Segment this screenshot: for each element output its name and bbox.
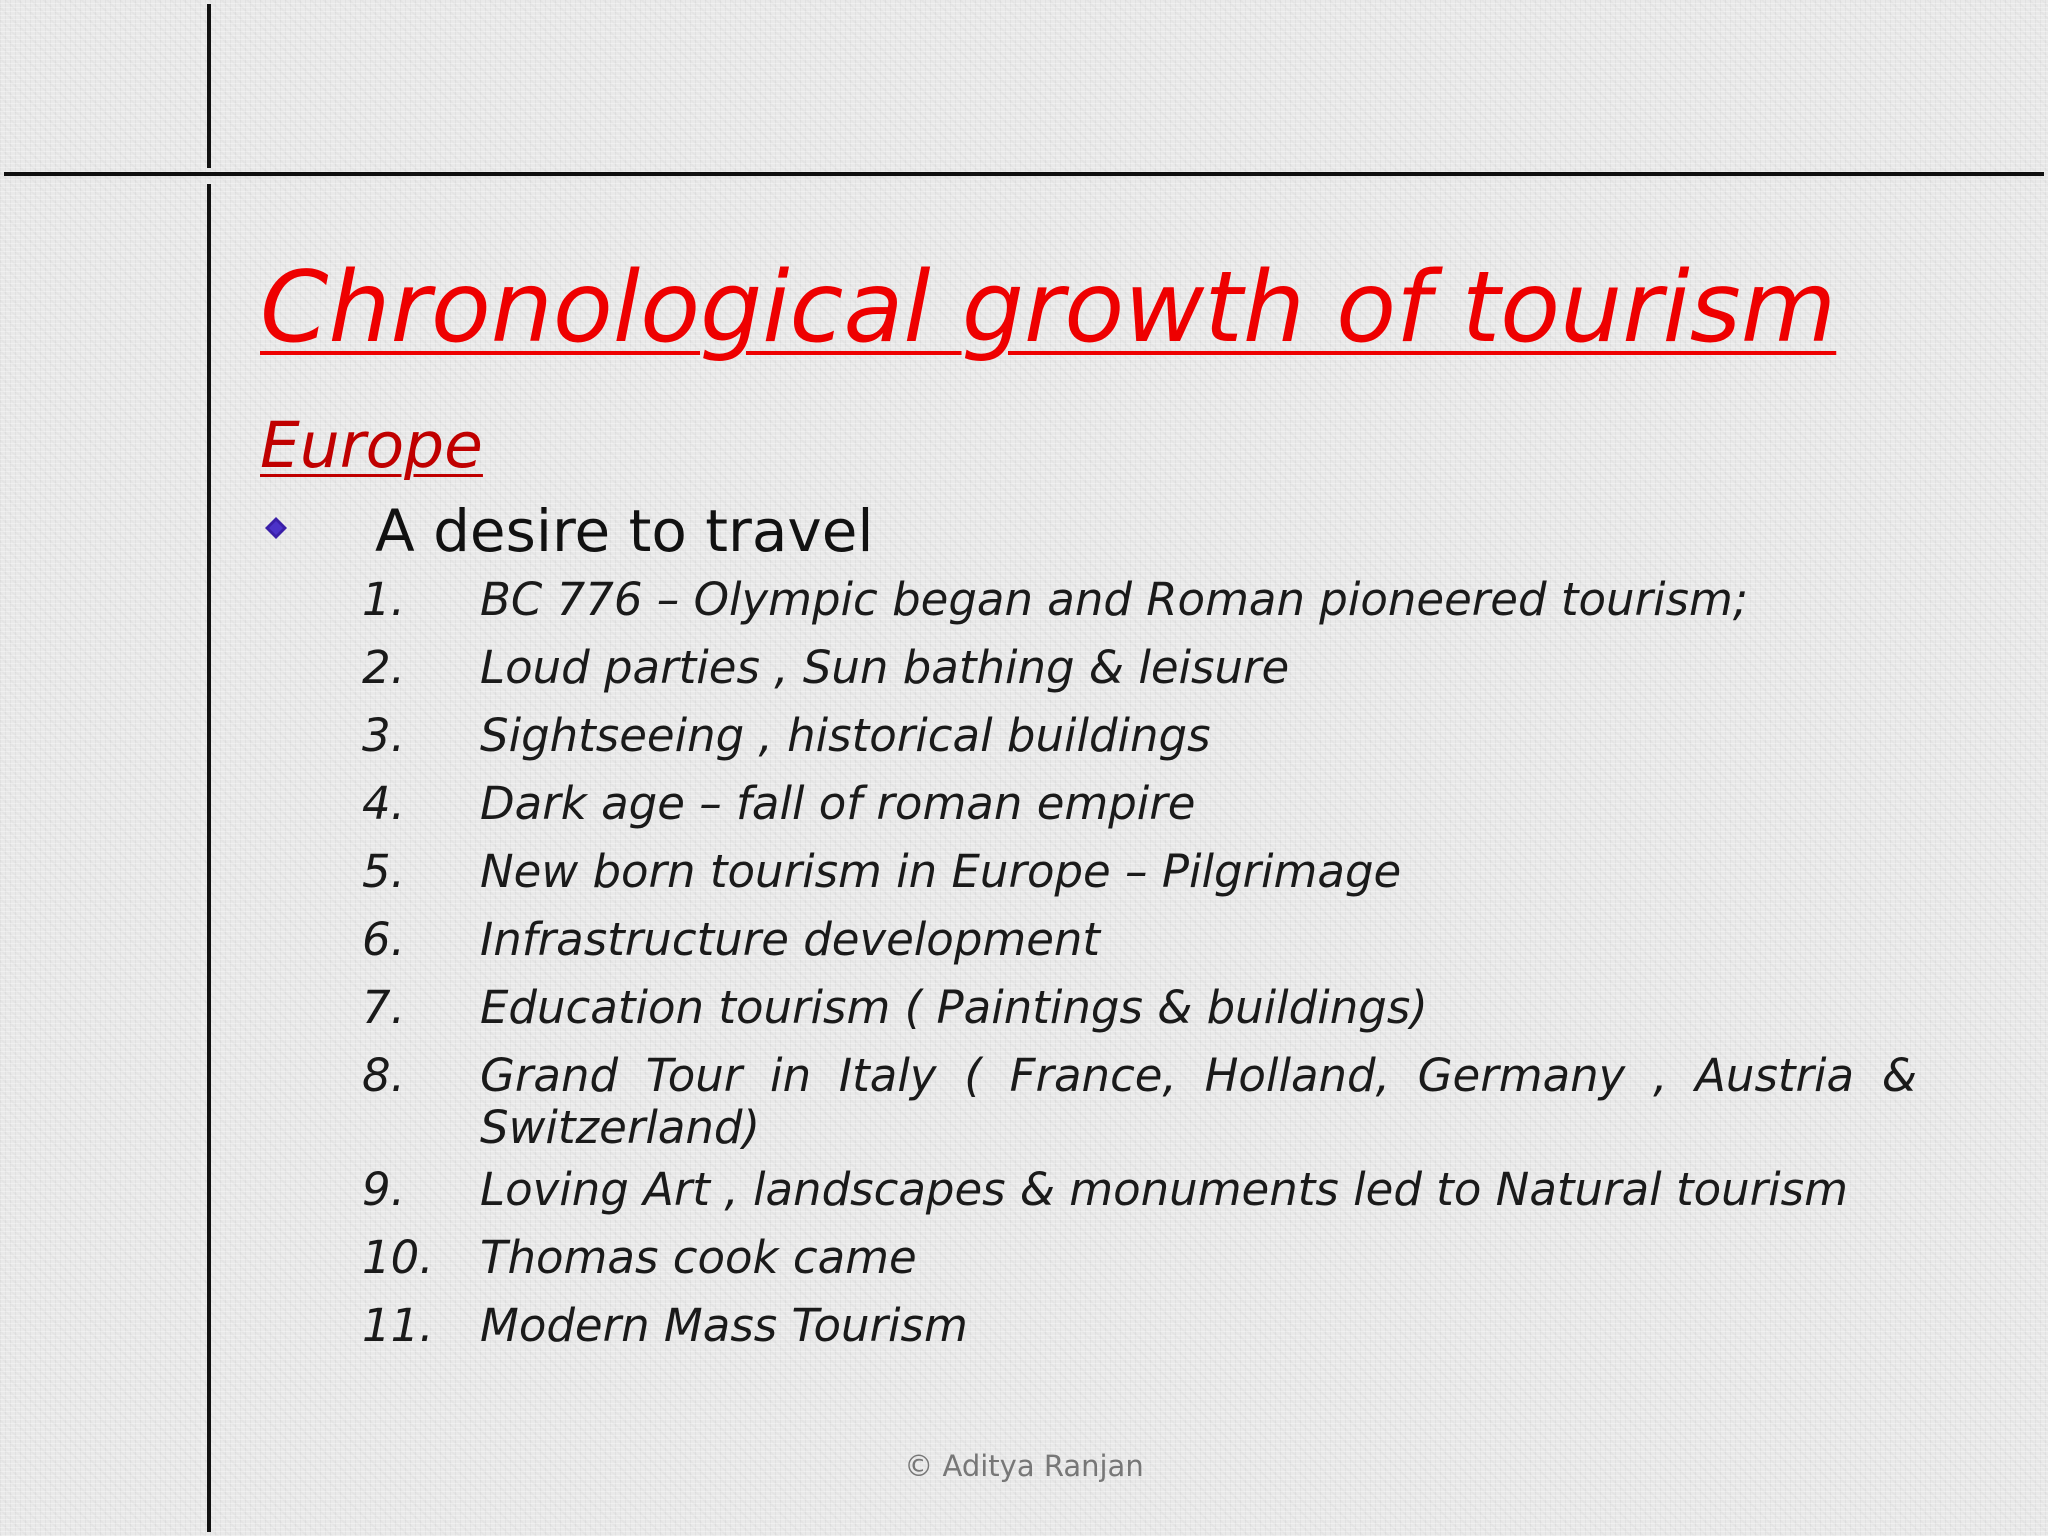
horizontal-rule [4,172,2044,176]
list-item-text: Infrastructure development [480,913,1101,966]
list-item [260,846,1925,898]
list-item-text: Dark age – fall of roman empire [480,777,1196,830]
list-item-text: Loud parties , Sun bathing & leisure [480,641,1290,694]
list-item [260,710,1925,762]
vertical-rule-main [207,184,211,1532]
list-item-number: 3. [362,709,405,762]
list-item-text: Modern Mass Tourism [480,1299,968,1352]
main-bullet [260,492,1925,570]
vertical-rule-top [207,4,211,168]
list-item-number: 10. [362,1231,434,1284]
list-item [260,914,1925,966]
main-bullet-text: A desire to travel [375,497,874,565]
list-item-text: New born tourism in Europe – Pilgrimage [480,845,1402,898]
list-item [260,982,1925,1034]
list-item-number: 11. [362,1299,434,1352]
list-item-number: 1. [362,573,405,626]
list-item-number: 6. [362,913,405,966]
slide-title: Chronological growth of tourism [260,251,1837,365]
list-item-number: 4. [362,777,405,830]
list-item-text: Thomas cook came [480,1231,917,1284]
list-item-number: 9. [362,1163,405,1216]
list-item-number: 7. [362,981,405,1034]
list-item-number: 2. [362,641,405,694]
list-item-number: 5. [362,845,405,898]
list-item [260,574,1925,626]
list-item [260,1232,1925,1284]
list-item-text: BC 776 – Olympic began and Roman pioneered tourism; [480,573,1748,626]
list-item-text: Grand Tour in Italy ( France, Holland, Germany , Austria & Switzerland) [480,1049,1917,1154]
chronology-list [260,574,1925,1352]
diamond-bullet-icon [264,516,288,540]
slide-content [260,250,1925,1368]
list-item-text: Sightseeing , historical buildings [480,709,1211,762]
list-item-text: Loving Art , landscapes & monuments led to Natural tourism [480,1163,1848,1216]
section-subtitle: Europe [260,409,483,482]
list-item [260,1164,1925,1216]
list-item [260,1050,1925,1154]
copyright-footer: © Aditya Ranjan [904,1449,1144,1483]
list-item-number: 8. [362,1049,405,1102]
list-item-text: Education tourism ( Paintings & buildings) [480,981,1428,1034]
list-item [260,1300,1925,1352]
list-item [260,642,1925,694]
list-item [260,778,1925,830]
